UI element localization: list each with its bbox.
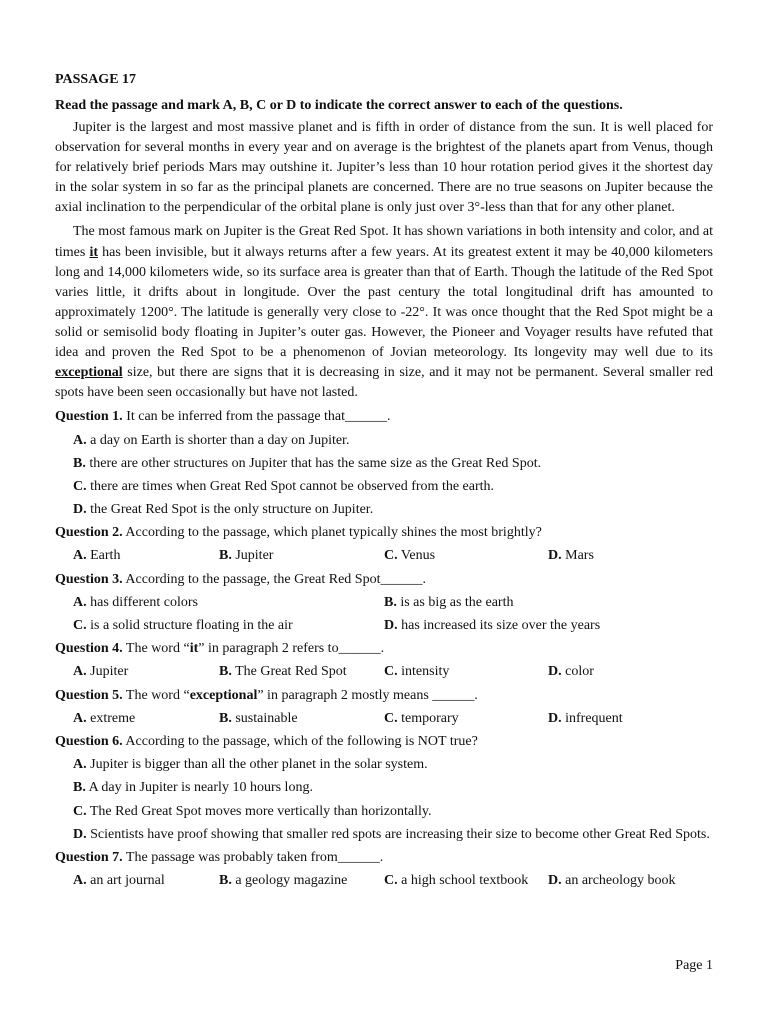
q6-option-a[interactable] xyxy=(73,755,713,775)
option-text: Venus xyxy=(400,548,436,564)
option-letter: C. xyxy=(73,618,87,633)
question-keyword: it xyxy=(189,641,199,657)
q3-option-d[interactable] xyxy=(384,616,713,636)
passage-title: PASSAGE 17 xyxy=(55,72,137,87)
q6-option-d[interactable] xyxy=(55,825,713,845)
option-letter: B. xyxy=(73,455,86,471)
option-text: Mars xyxy=(565,548,594,564)
option-letter: C. xyxy=(73,478,87,494)
option-letter: A. xyxy=(73,664,87,680)
option-letter: C. xyxy=(73,803,87,819)
option-text: sustainable xyxy=(235,710,298,726)
q4-option-a[interactable] xyxy=(73,662,219,682)
option-letter: C. xyxy=(384,664,398,680)
option-text: there are times when Great Red Spot cannot be observed from the earth. xyxy=(90,478,495,494)
option-letter: D. xyxy=(548,710,562,726)
passage-paragraph-1: Jupiter is the largest and most massive planet and is fifth in order of distance from the sun. It is well placed for observation for several months in every year and on average is the brightest of the planets apart from Venus, though for relatively brief periods Mars may outshine it. Jupiter’s less than 10 hour rotation period gives it the shortest day in the solar system in so far as the principal planets are concerned. There are no true seasons on Jupiter because the axial inclination to the perpendicular of the orbital plane is only just over 3°-less than that for any other planet. xyxy=(55,120,713,216)
question-text: It can be inferred from the passage that______. xyxy=(122,409,391,425)
question-3 xyxy=(55,570,713,590)
option-text: a day on Earth is shorter than a day on Jupiter. xyxy=(90,432,350,448)
option-letter: A. xyxy=(73,710,87,726)
option-text: is as big as the earth xyxy=(400,594,514,610)
option-text: Jupiter is bigger than all the other planet in the solar system. xyxy=(90,757,428,773)
q2-option-a[interactable] xyxy=(73,546,219,566)
q7-option-a[interactable] xyxy=(73,871,219,891)
option-letter: B. xyxy=(219,710,232,726)
paragraph-2-part-1: The most famous mark on Jupiter is the Great Red Spot. It has shown variations in both intensity and color, and at times xyxy=(55,224,713,260)
q5-options xyxy=(73,709,713,729)
option-text: extreme xyxy=(90,710,136,726)
q4-option-d[interactable] xyxy=(548,662,713,682)
q4-options xyxy=(73,662,713,682)
option-text: is a solid structure floating in the air xyxy=(90,618,293,633)
option-text: infrequent xyxy=(565,710,623,726)
q3-options-row-1 xyxy=(73,593,713,613)
option-text: temporary xyxy=(401,710,459,726)
paragraph-2-part-2: has been invisible, but it always returns after a few years. At its greatest extent it may be 40,000 kilometers long and 14,000 kilometers wide, so its surface area is greater than that of Earth. Though the latitude of the Red Spot varies little, it drifts about in longitude. Over the past century the total longitudinal drift has amounted to approximately 1200°. The latitude is generally very close to -22°. It was once thought that the Red Spot might be a solid or semisolid body floating in Jupiter’s outer gas. However, the Pioneer and Voyager results have refuted that idea and proven the Red Spot to be a phenomenon of Jovian meteorology. Its longevity may well due to its xyxy=(55,244,713,361)
question-label: Question 4. xyxy=(55,641,123,657)
option-letter: D. xyxy=(73,502,87,518)
option-letter: B. xyxy=(219,664,232,680)
option-letter: A. xyxy=(73,432,87,448)
q7-options xyxy=(73,871,713,891)
option-letter: B. xyxy=(73,780,86,796)
option-text: a high school textbook xyxy=(401,873,529,889)
option-letter: B. xyxy=(219,873,232,889)
option-letter: A. xyxy=(73,873,87,889)
question-text-pre: The word “ xyxy=(122,687,190,703)
highlighted-word-it: it xyxy=(89,244,98,260)
option-letter: C. xyxy=(384,873,398,889)
option-text: has different colors xyxy=(90,594,198,610)
question-text: The passage was probably taken from______. xyxy=(122,849,384,865)
option-letter: C. xyxy=(384,710,398,726)
question-text-pre: The word “ xyxy=(122,641,190,657)
passage-instruction: Read the passage and mark A, B, C or D to indicate the correct answer to each of the questions. xyxy=(55,98,623,113)
question-label: Question 2. xyxy=(55,525,123,541)
option-text: Jupiter xyxy=(235,548,274,564)
q2-option-d[interactable] xyxy=(548,546,713,566)
option-text: Scientists have proof showing that smaller red spots are increasing their size to become other Great Red Spots. xyxy=(90,826,710,842)
q3-option-b[interactable] xyxy=(384,593,713,613)
q2-option-b[interactable] xyxy=(219,546,384,566)
question-text: According to the passage, which of the following is NOT true? xyxy=(122,733,478,749)
option-text: a geology magazine xyxy=(235,873,348,889)
option-letter: B. xyxy=(384,594,397,610)
q5-option-c[interactable] xyxy=(384,709,548,729)
option-text: Jupiter xyxy=(90,664,129,680)
option-letter: D. xyxy=(548,548,562,564)
page-number: Page 1 xyxy=(675,958,713,973)
question-label: Question 1. xyxy=(55,409,123,425)
q1-option-d[interactable] xyxy=(73,500,713,520)
option-letter: D. xyxy=(548,664,562,680)
option-text: intensity xyxy=(401,664,450,680)
option-letter: B. xyxy=(219,548,232,564)
question-keyword: exceptional xyxy=(189,687,258,703)
option-text: the Great Red Spot is the only structure on Jupiter. xyxy=(90,502,374,518)
question-text-post: ” in paragraph 2 refers to______. xyxy=(198,641,385,657)
option-text: The Red Great Spot moves more vertically than horizontally. xyxy=(89,803,432,819)
option-letter: D. xyxy=(73,826,87,842)
passage-paragraph-2 xyxy=(55,222,713,403)
q3-option-a[interactable] xyxy=(73,593,384,613)
question-label: Question 6. xyxy=(55,733,123,749)
option-text: The Great Red Spot xyxy=(235,664,347,680)
option-text: an art journal xyxy=(90,873,165,889)
q7-option-d[interactable] xyxy=(548,871,713,891)
option-text: Earth xyxy=(90,548,121,564)
option-text: color xyxy=(565,664,594,680)
option-text: has increased its size over the years xyxy=(401,618,601,633)
paragraph-2-part-3: size, but there are signs that it is decreasing in size, and it may not be permanent. Several smaller red spots have been seen occasionally but have not lasted. xyxy=(55,365,713,401)
q1-option-b[interactable] xyxy=(73,454,713,474)
q1-option-a[interactable] xyxy=(73,431,713,451)
q5-option-b[interactable] xyxy=(219,709,384,729)
option-text: A day in Jupiter is nearly 10 hours long. xyxy=(88,780,313,796)
option-letter: D. xyxy=(548,873,562,889)
q3-options-row-2 xyxy=(73,616,713,636)
q7-option-b[interactable] xyxy=(219,871,384,891)
question-text-post: ” in paragraph 2 mostly means ______. xyxy=(257,687,478,703)
document-content xyxy=(55,70,713,894)
q7-option-c[interactable] xyxy=(384,871,548,891)
question-1 xyxy=(55,407,713,427)
option-letter: A. xyxy=(73,757,87,773)
option-text: an archeology book xyxy=(565,873,676,889)
option-letter: D. xyxy=(384,618,398,633)
question-7 xyxy=(55,848,713,868)
option-letter: C. xyxy=(384,548,398,564)
question-6 xyxy=(55,732,713,752)
question-label: Question 3. xyxy=(55,571,123,587)
question-text: According to the passage, the Great Red Spot______. xyxy=(122,571,426,587)
highlighted-word-exceptional: exceptional xyxy=(55,365,123,381)
q4-option-c[interactable] xyxy=(384,662,548,682)
option-text: there are other structures on Jupiter that has the same size as the Great Red Spot. xyxy=(89,455,542,471)
question-label: Question 7. xyxy=(55,849,123,865)
q3-option-c[interactable] xyxy=(73,616,384,636)
question-2 xyxy=(55,523,713,543)
option-letter: A. xyxy=(73,594,87,610)
q2-option-c[interactable] xyxy=(384,546,548,566)
q6-option-b[interactable] xyxy=(73,778,713,798)
option-letter: A. xyxy=(73,548,87,564)
question-5 xyxy=(55,686,713,706)
question-label: Question 5. xyxy=(55,687,123,703)
q5-option-a[interactable] xyxy=(73,709,219,729)
q6-option-c[interactable] xyxy=(73,802,713,822)
q2-options xyxy=(73,546,713,566)
question-text: According to the passage, which planet typically shines the most brightly? xyxy=(122,525,542,541)
q4-option-b[interactable] xyxy=(219,662,384,682)
question-4 xyxy=(55,639,713,659)
q1-option-c[interactable] xyxy=(73,477,713,497)
q5-option-d[interactable] xyxy=(548,709,713,729)
